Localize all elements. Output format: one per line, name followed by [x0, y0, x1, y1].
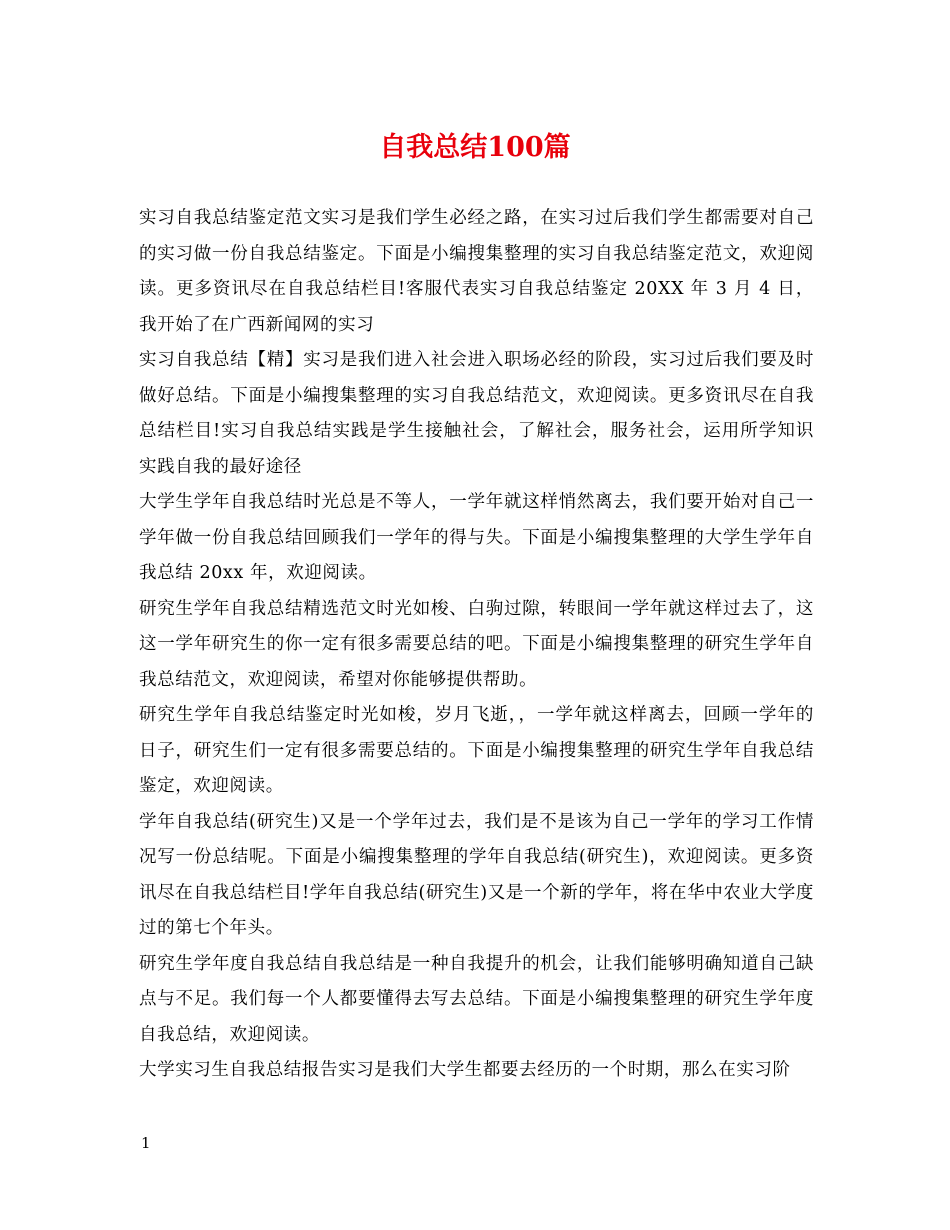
paragraph: 实习自我总结鉴定范文实习是我们学生必经之路，在实习过后我们学生都需要对自己的实习做一份自我总结鉴定。下面是小编搜集整理的实习自我总结鉴定范文，欢迎阅读。更多资讯尽在自我总结栏目!客服代表实习自我总结鉴定 20XX 年 3 月 4 日，我开始了在广西新闻网的实习 [139, 208, 814, 335]
paragraph: 研究生学年自我总结鉴定时光如梭，岁月飞逝，，一学年就这样离去，回顾一学年的日子，研究生们一定有很多需要总结的。下面是小编搜集整理的研究生学年自我总结鉴定，欢迎阅读。 [139, 705, 814, 796]
paragraph: 学年自我总结(研究生)又是一个学年过去，我们是不是该为自己一学年的学习工作情况写一份总结呢。下面是小编搜集整理的学年自我总结(研究生)，欢迎阅读。更多资讯尽在自我总结栏目!学年自我总结(研究生)又是一个新的学年，将在华中农业大学度过的第七个年头。 [139, 811, 814, 938]
paragraph: 大学生学年自我总结时光总是不等人，一学年就这样悄然离去，我们要开始对自己一学年做一份自我总结回顾我们一学年的得与失。下面是小编搜集整理的大学生学年自我总结 20xx 年，欢迎阅读。 [139, 492, 814, 583]
page-number: 1 [141, 1134, 151, 1152]
paragraph: 实习自我总结【精】实习是我们进入社会进入职场必经的阶段，实习过后我们要及时做好总结。下面是小编搜集整理的实习自我总结范文，欢迎阅读。更多资讯尽在自我总结栏目!实习自我总结实践是学生接触社会，了解社会，服务社会，运用所学知识实践自我的最好途径 [139, 350, 814, 477]
paragraph: 研究生学年自我总结精选范文时光如梭、白驹过隙，转眼间一学年就这样过去了，这这一学年研究生的你一定有很多需要总结的吧。下面是小编搜集整理的研究生学年自我总结范文，欢迎阅读，希望对你能够提供帮助。 [139, 598, 814, 690]
paragraph: 大学实习生自我总结报告实习是我们大学生都要去经历的一个时期，那么在实习阶 [139, 1060, 791, 1080]
document-body [139, 201, 814, 1089]
paragraph: 研究生学年度自我总结自我总结是一种自我提升的机会，让我们能够明确知道自己缺点与不足。我们每一个人都要懂得去写去总结。下面是小编搜集整理的研究生学年度自我总结，欢迎阅读。 [139, 953, 814, 1045]
document-title: 自我总结100篇 [379, 132, 571, 163]
